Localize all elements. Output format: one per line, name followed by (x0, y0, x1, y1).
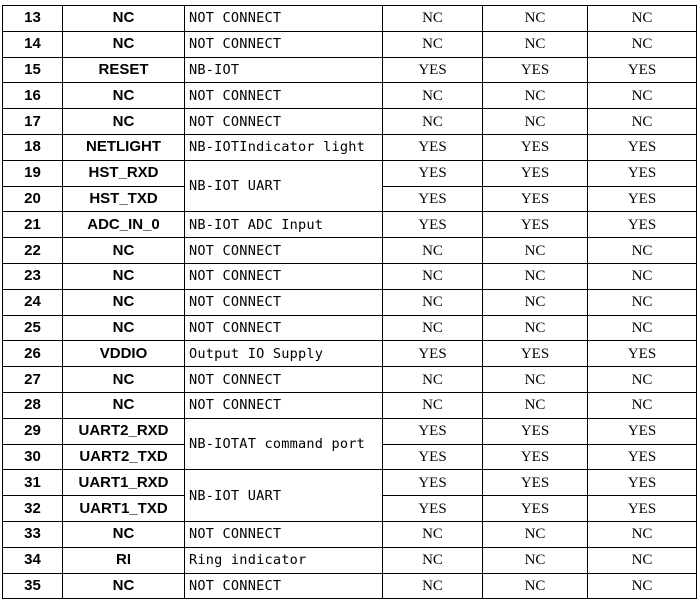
pin-name: ADC_IN_0 (63, 212, 185, 238)
pin-function: NB-IOTAT command port (185, 418, 383, 470)
support-value: NC (383, 573, 483, 599)
pin-number: 33 (3, 521, 63, 547)
pin-number: 35 (3, 573, 63, 599)
pin-name: VDDIO (63, 341, 185, 367)
support-value: NC (588, 315, 697, 341)
pin-name: NC (63, 238, 185, 264)
pin-table-body (3, 6, 697, 599)
table-row (3, 6, 697, 32)
table-row (3, 31, 697, 57)
pin-function: NOT CONNECT (185, 238, 383, 264)
pin-number: 16 (3, 83, 63, 109)
support-value: NC (588, 238, 697, 264)
table-row (3, 367, 697, 393)
support-value: YES (483, 160, 588, 186)
support-value: NC (588, 6, 697, 32)
support-value: NC (483, 238, 588, 264)
support-value: NC (588, 547, 697, 573)
support-value: YES (588, 418, 697, 444)
pin-function: NOT CONNECT (185, 263, 383, 289)
support-value: YES (383, 444, 483, 470)
support-value: NC (483, 573, 588, 599)
table-row (3, 212, 697, 238)
support-value: NC (383, 521, 483, 547)
table-row (3, 547, 697, 573)
pin-name: NC (63, 392, 185, 418)
table-row (3, 109, 697, 135)
pin-function: NOT CONNECT (185, 109, 383, 135)
pin-name: HST_RXD (63, 160, 185, 186)
support-value: YES (483, 341, 588, 367)
table-row (3, 470, 697, 496)
pin-name: NC (63, 289, 185, 315)
support-value: NC (588, 109, 697, 135)
support-value: YES (588, 496, 697, 522)
support-value: NC (483, 392, 588, 418)
pin-name: NC (63, 6, 185, 32)
pin-function: NOT CONNECT (185, 83, 383, 109)
pin-name: NETLIGHT (63, 134, 185, 160)
pin-name: UART1_RXD (63, 470, 185, 496)
pin-number: 22 (3, 238, 63, 264)
pin-number: 13 (3, 6, 63, 32)
pin-number: 17 (3, 109, 63, 135)
pin-function: NB-IOTIndicator light (185, 134, 383, 160)
support-value: NC (383, 289, 483, 315)
support-value: NC (588, 263, 697, 289)
pin-number: 20 (3, 186, 63, 212)
pin-function: NB-IOT ADC Input (185, 212, 383, 238)
support-value: YES (588, 444, 697, 470)
pin-number: 32 (3, 496, 63, 522)
support-value: NC (588, 289, 697, 315)
pin-number: 14 (3, 31, 63, 57)
table-row (3, 418, 697, 444)
support-value: YES (383, 134, 483, 160)
pin-name: UART1_TXD (63, 496, 185, 522)
support-value: YES (483, 134, 588, 160)
support-value: NC (483, 315, 588, 341)
pin-number: 34 (3, 547, 63, 573)
table-row (3, 289, 697, 315)
support-value: NC (588, 521, 697, 547)
support-value: NC (383, 31, 483, 57)
support-value: YES (383, 57, 483, 83)
pin-number: 31 (3, 470, 63, 496)
support-value: YES (483, 496, 588, 522)
pin-name: NC (63, 573, 185, 599)
pin-function: NB-IOT UART (185, 160, 383, 212)
support-value: NC (483, 83, 588, 109)
support-value: NC (483, 367, 588, 393)
pin-number: 18 (3, 134, 63, 160)
support-value: NC (383, 109, 483, 135)
pin-number: 24 (3, 289, 63, 315)
pin-number: 23 (3, 263, 63, 289)
pin-function: NOT CONNECT (185, 315, 383, 341)
support-value: YES (588, 186, 697, 212)
table-row (3, 57, 697, 83)
support-value: YES (483, 418, 588, 444)
pin-definition-table (2, 5, 697, 599)
support-value: NC (588, 392, 697, 418)
support-value: YES (483, 444, 588, 470)
support-value: YES (383, 186, 483, 212)
pin-name: NC (63, 31, 185, 57)
pin-name: RI (63, 547, 185, 573)
support-value: NC (383, 315, 483, 341)
pin-number: 26 (3, 341, 63, 367)
pin-function: NOT CONNECT (185, 392, 383, 418)
support-value: YES (588, 134, 697, 160)
pin-function: NB-IOT UART (185, 470, 383, 522)
pin-name: UART2_RXD (63, 418, 185, 444)
pin-number: 25 (3, 315, 63, 341)
support-value: YES (483, 470, 588, 496)
support-value: NC (383, 263, 483, 289)
support-value: NC (383, 367, 483, 393)
support-value: NC (588, 83, 697, 109)
support-value: NC (483, 263, 588, 289)
support-value: NC (383, 238, 483, 264)
support-value: YES (483, 212, 588, 238)
support-value: YES (588, 470, 697, 496)
pin-name: RESET (63, 57, 185, 83)
pin-function: NOT CONNECT (185, 573, 383, 599)
pin-name: NC (63, 521, 185, 547)
support-value: NC (383, 83, 483, 109)
support-value: YES (383, 496, 483, 522)
pin-number: 28 (3, 392, 63, 418)
table-row (3, 238, 697, 264)
support-value: NC (383, 6, 483, 32)
table-row (3, 134, 697, 160)
pin-number: 30 (3, 444, 63, 470)
table-row (3, 160, 697, 186)
pin-number: 19 (3, 160, 63, 186)
table-row (3, 392, 697, 418)
pin-function: NOT CONNECT (185, 367, 383, 393)
support-value: YES (383, 418, 483, 444)
support-value: NC (483, 547, 588, 573)
support-value: NC (588, 31, 697, 57)
table-row (3, 315, 697, 341)
table-row (3, 341, 697, 367)
pin-function: Output IO Supply (185, 341, 383, 367)
support-value: NC (383, 392, 483, 418)
support-value: YES (383, 212, 483, 238)
support-value: NC (588, 367, 697, 393)
pin-number: 21 (3, 212, 63, 238)
pin-number: 29 (3, 418, 63, 444)
support-value: YES (588, 57, 697, 83)
pin-name: NC (63, 83, 185, 109)
support-value: YES (588, 212, 697, 238)
support-value: NC (483, 109, 588, 135)
pin-name: UART2_TXD (63, 444, 185, 470)
pin-name: NC (63, 367, 185, 393)
support-value: YES (483, 57, 588, 83)
pin-name: NC (63, 315, 185, 341)
table-row (3, 573, 697, 599)
pin-function: Ring indicator (185, 547, 383, 573)
support-value: NC (588, 573, 697, 599)
pin-function: NOT CONNECT (185, 31, 383, 57)
pin-function: NB-IOT (185, 57, 383, 83)
pin-number: 27 (3, 367, 63, 393)
support-value: NC (483, 6, 588, 32)
pin-name: HST_TXD (63, 186, 185, 212)
table-row (3, 263, 697, 289)
pin-function: NOT CONNECT (185, 289, 383, 315)
support-value: NC (383, 547, 483, 573)
support-value: YES (588, 341, 697, 367)
support-value: YES (383, 470, 483, 496)
pin-number: 15 (3, 57, 63, 83)
pin-function: NOT CONNECT (185, 521, 383, 547)
table-row (3, 521, 697, 547)
support-value: YES (588, 160, 697, 186)
support-value: YES (483, 186, 588, 212)
table-row (3, 83, 697, 109)
support-value: YES (383, 341, 483, 367)
support-value: NC (483, 521, 588, 547)
pin-name: NC (63, 109, 185, 135)
pin-name: NC (63, 263, 185, 289)
support-value: NC (483, 289, 588, 315)
pin-function: NOT CONNECT (185, 6, 383, 32)
support-value: NC (483, 31, 588, 57)
support-value: YES (383, 160, 483, 186)
